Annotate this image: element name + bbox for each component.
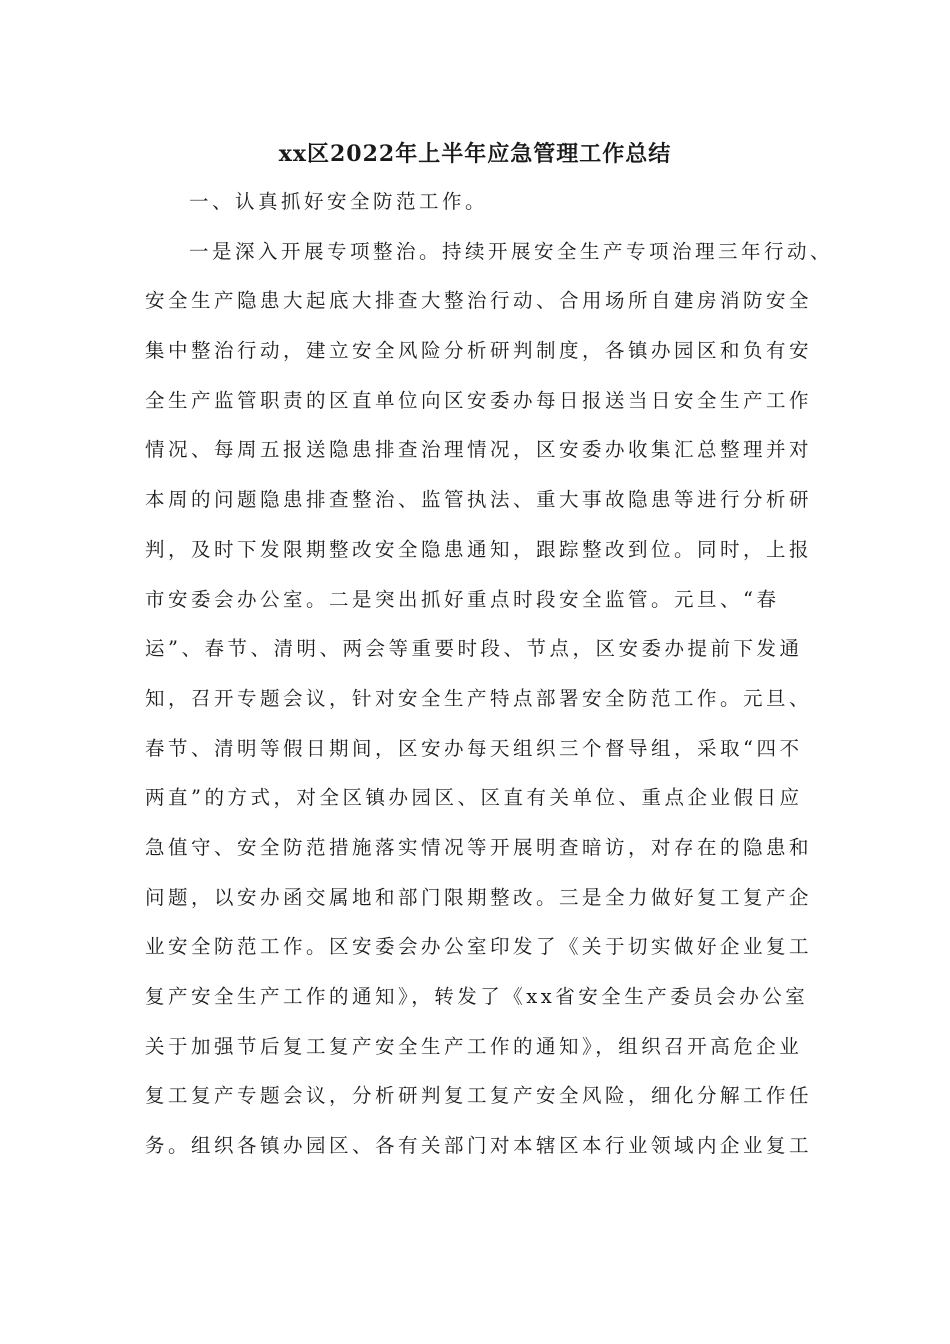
text-line: 判，及时下发限期整改安全隐患通知，跟踪整改到位。同时，上报 <box>145 537 813 561</box>
text-line: 安全生产隐患大起底大排查大整治行动、合用场所自建房消防安全 <box>145 289 813 313</box>
text-line: 一、认真抓好安全防范工作。 <box>189 190 489 213</box>
text-line: 知，召开专题会议，针对安全生产特点部署安全防范工作。元旦、 <box>145 686 813 710</box>
text-line: 务。组织各镇办园区、各有关部门对本辖区本行业领域内企业复工 <box>145 1134 813 1158</box>
text-line: 两直”的方式，对全区镇办园区、区直有关单位、重点企业假日应 <box>145 786 803 810</box>
text-line: 情况、每周五报送隐患排查治理情况，区安委办收集汇总整理并对 <box>145 438 813 462</box>
text-line: 春节、清明等假日期间，区安办每天组织三个督导组，采取“四不 <box>145 736 803 760</box>
text-line: 运”、春节、清明、两会等重要时段、节点，区安委办提前下发通 <box>145 637 803 661</box>
text-line: 业安全防范工作。区安委会办公室印发了《关于切实做好企业复工 <box>145 935 813 959</box>
text-line: 本周的问题隐患排查整治、监管执法、重大事故隐患等进行分析研 <box>145 488 813 512</box>
document-title: xx区2022年上半年应急管理工作总结 <box>278 141 672 167</box>
text-line: 全生产监管职责的区直单位向区安委办每日报送当日安全生产工作 <box>145 388 813 412</box>
text-line: 复工复产专题会议，分析研判复工复产安全风险，细化分解工作任 <box>145 1084 813 1108</box>
text-line: 市安委会办公室。二是突出抓好重点时段安全监管。元旦、“春 <box>145 587 780 611</box>
document-body <box>145 182 834 1176</box>
text-line: 问题，以安办函交属地和部门限期整改。三是全力做好复工复产企 <box>145 885 813 909</box>
text-line: 急值守、安全防范措施落实情况等开展明查暗访，对存在的隐患和 <box>145 835 813 859</box>
text-line: 关于加强节后复工复产安全生产工作的通知》，组织召开高危企业 <box>145 1034 803 1058</box>
text-line: 一是深入开展专项整治。持续开展安全生产专项治理三年行动、 <box>189 239 834 263</box>
text-line: 集中整治行动，建立安全风险分析研判制度，各镇办园区和负有安 <box>145 339 813 363</box>
text-line: 复产安全生产工作的通知》，转发了《xx省安全生产委员会办公室 <box>145 985 809 1008</box>
